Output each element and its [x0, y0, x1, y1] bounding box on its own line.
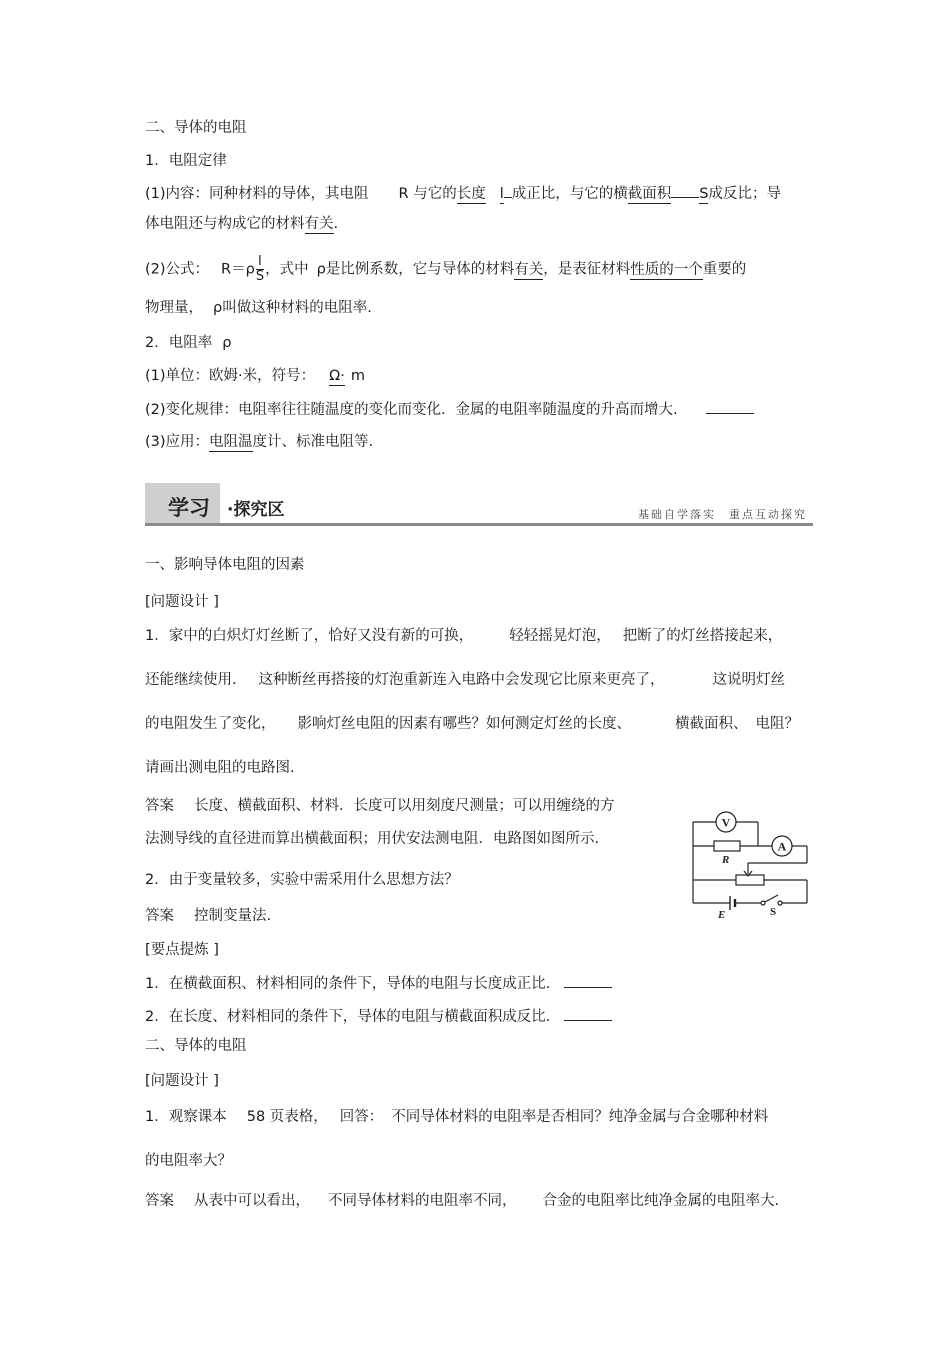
answer-1-line2: 法测导线的直径进而算出横截面积；用伏安法测电阻．电路图如图所示.: [145, 831, 600, 847]
question-1-line1: 1．家中的白炽灯灯丝断了，恰好又没有新的可换， 轻轻摇晃灯泡， 把断了的灯丝搭接起来，: [145, 628, 783, 644]
key-point-1: 1．在横截面积、材料相同的条件下，导体的电阻与长度成正比.: [145, 973, 612, 994]
answer-2: 答案 控制变量法.: [145, 908, 272, 924]
variation-line: (2)变化规律：电阻率往往随温度的变化而变化．金属的电阻率随温度的升高而增大.: [145, 399, 754, 420]
banner-rule: [145, 523, 813, 526]
resistor-label: R: [722, 854, 730, 866]
law-content-line2: 体电阻还与构成它的材料有关.: [145, 216, 339, 232]
banner-title: 学习: [168, 496, 210, 520]
question-1-line2: 还能继续使用． 这种断丝再搭接的灯泡重新连入电路中会发现它比原来更亮了， 这说明灯丝: [145, 672, 785, 688]
resistivity-title: 2．电阻率 ρ: [145, 335, 232, 351]
law-title: 1．电阻定律: [145, 153, 227, 169]
application-line: (3)应用：电阻温度计、标准电阻等.: [145, 434, 374, 450]
key-points-label: [要点提炼 ]: [145, 942, 219, 958]
unit-line: (1)单位：欧姆·米，符号： Ω· m: [145, 368, 365, 384]
key-point-2: 2．在长度、材料相同的条件下，导体的电阻与横截面积成反比.: [145, 1006, 612, 1027]
battery-label: E: [718, 909, 726, 920]
voltmeter-label: V: [721, 815, 731, 830]
circuit-diagram: [688, 808, 812, 920]
question-2: 2．由于变量较多，实验中需采用什么思想方法？: [145, 872, 459, 888]
answer-1-line1: 答案 长度、横截面积、材料．长度可以用刻度尺测量；可以用缠绕的方: [145, 798, 615, 814]
switch-terminal-icon: [761, 901, 765, 905]
formula-fraction: $\frac{l}{S}$: [255, 254, 265, 284]
banner-tagline: 基础自学落实 重点互动探究: [638, 508, 807, 521]
answer-3: 答案 从表中可以看出， 不同导体材料的电阻率不同， 合金的电阻率比纯净金属的电阻率大.: [145, 1193, 780, 1209]
resistor-icon: [714, 841, 740, 851]
formula-line: (2)公式： R＝ρ $\frac{l}{S}$ ，式中 ρ是比例系数，它与导体的材料有关，是表征材料性质的一个重要的: [145, 254, 747, 284]
question-3-line1: 1．观察课本 58 页表格， 回答： 不同导体材料的电阻率是否相同？纯净金属与合金哪种材料: [145, 1109, 769, 1125]
problem-design-label: [问题设计 ]: [145, 594, 219, 610]
question-3-line2: 的电阻率大？: [145, 1153, 232, 1169]
problem-design-label: [问题设计 ]: [145, 1073, 219, 1089]
switch-icon: [765, 895, 778, 902]
question-1-line4: 请画出测电阻的电路图.: [145, 760, 295, 776]
section-banner: [145, 483, 813, 527]
switch-terminal-icon: [778, 901, 782, 905]
law-content-line1: (1)内容：同种材料的导体，其电阻 R 与它的长度 l 成正比，与它的横截面积 S成反比；导: [145, 186, 781, 202]
physical-quantity-line: 物理量， ρ叫做这种材料的电阻率.: [145, 300, 372, 316]
switch-label: S: [770, 906, 777, 918]
question-1-line3: 的电阻发生了变化， 影响灯丝电阻的因素有哪些？如何测定灯丝的长度、 横截面积、 电阻？: [145, 716, 799, 732]
section-heading: 一、影响导体电阻的因素: [145, 557, 305, 573]
section-heading: 二、导体的电阻: [145, 120, 247, 136]
rheostat-icon: [736, 875, 764, 885]
banner-subtitle: ·探究区: [227, 500, 285, 520]
ammeter-label: A: [777, 839, 787, 854]
section-heading: 二、导体的电阻: [145, 1038, 247, 1054]
